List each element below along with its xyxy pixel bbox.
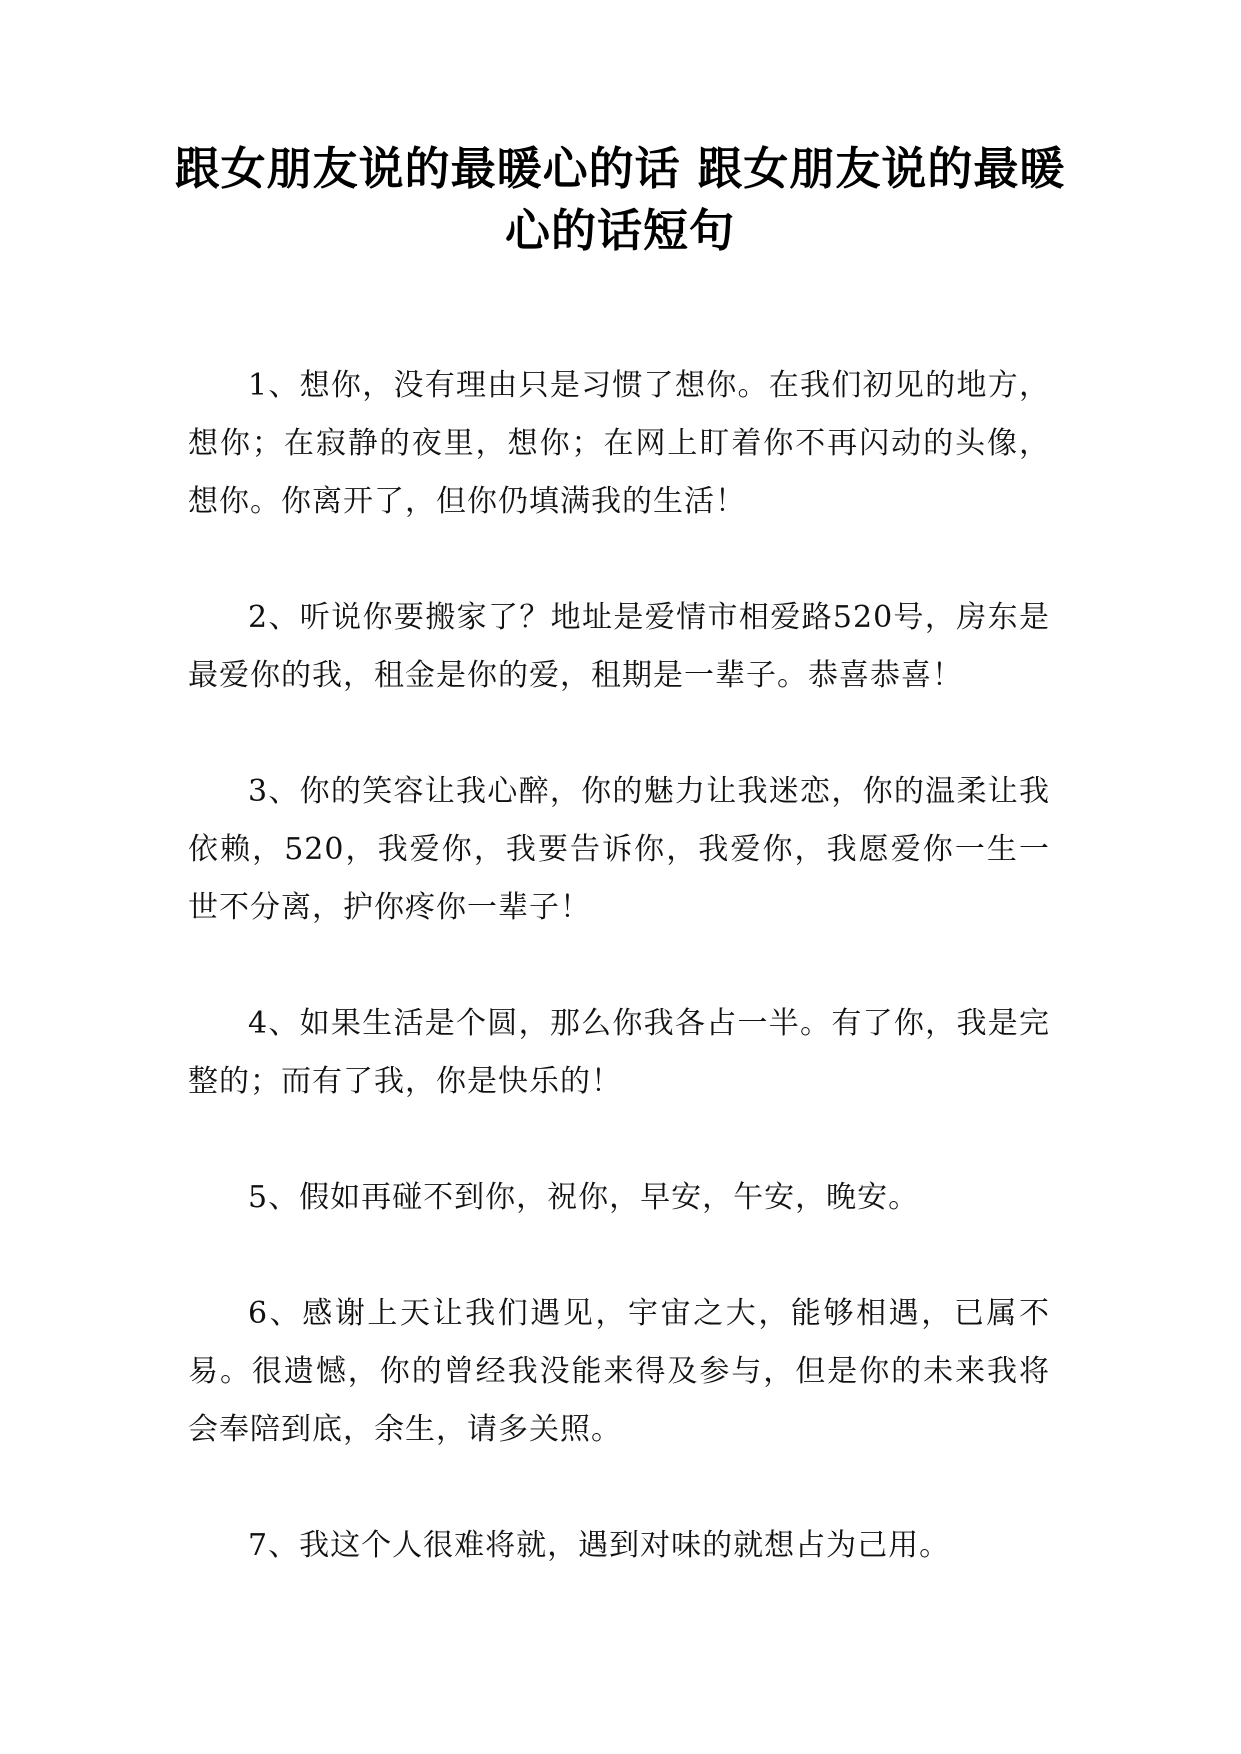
paragraph-3: 3、你的笑容让我心醉，你的魅力让我迷恋，你的温柔让我依赖，520，我爱你，我要告诉你，我爱你，我愿爱你一生一世不分离，护你疼你一辈子！	[188, 774, 1050, 925]
paragraph-6: 6、感谢上天让我们遇见，宇宙之大，能够相遇，已属不易。很遗憾，你的曾经我没能来得及参与，但是你的未来我将会奉陪到底，余生，请多关照。	[188, 1296, 1050, 1447]
paragraph-2: 2、听说你要搬家了？地址是爱情市相爱路520号，房东是最爱你的我，租金是你的爱，租期是一辈子。恭喜恭喜！	[188, 600, 1050, 693]
paragraph-1: 1、想你，没有理由只是习惯了想你。在我们初见的地方，想你；在寂静的夜里，想你；在网上盯着你不再闪动的头像，想你。你离开了，但你仍填满我的生活！	[188, 368, 1050, 519]
paragraph-7: 7、我这个人很难将就，遇到对味的就想占为己用。	[248, 1528, 951, 1563]
paragraph-5: 5、假如再碰不到你，祝你，早安，午安，晚安。	[248, 1180, 920, 1215]
document-title: 跟女朋友说的最暖心的话 跟女朋友说的最暖心的话短句	[174, 142, 1066, 257]
document-body	[188, 357, 1050, 1633]
paragraph-4: 4、如果生活是个圆，那么你我各占一半。有了你，我是完整的；而有了我，你是快乐的！	[188, 1006, 1050, 1099]
